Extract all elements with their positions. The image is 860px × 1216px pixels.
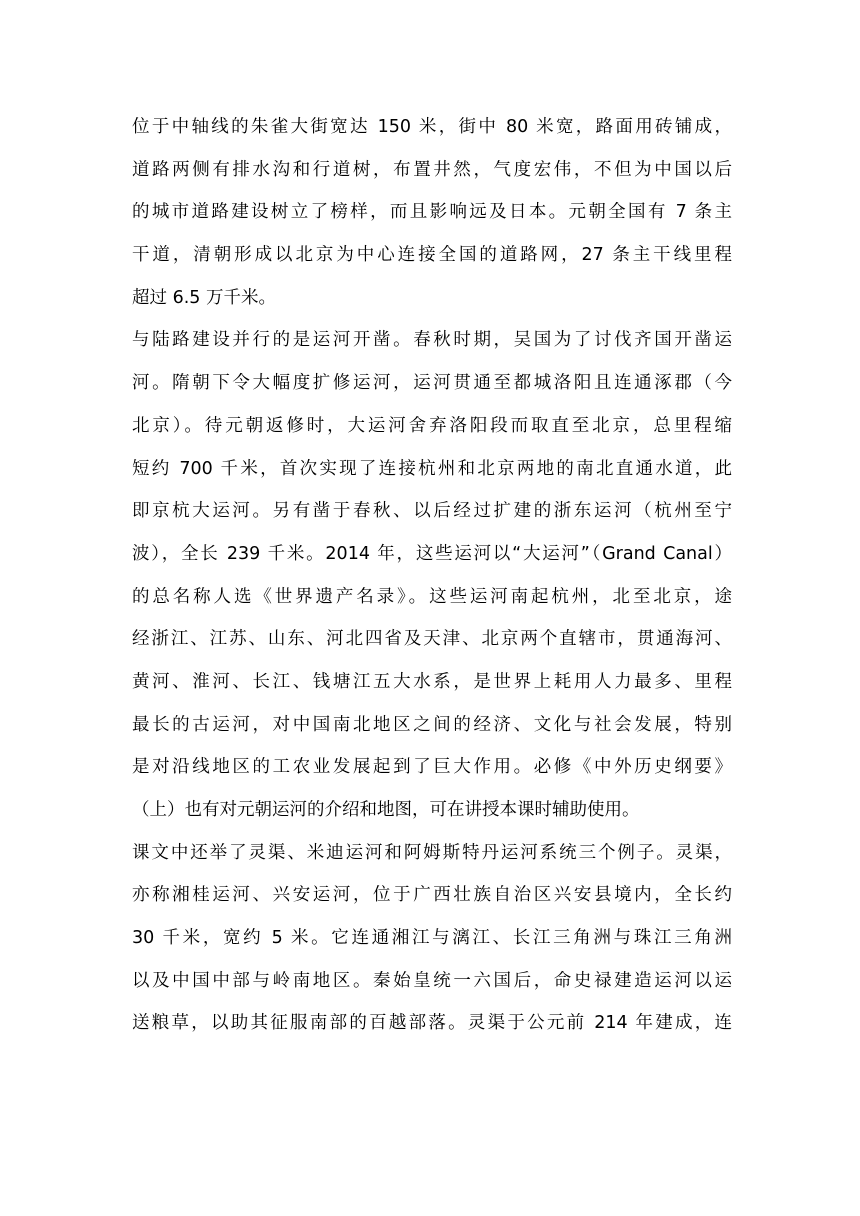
text-line: 短约 700 千米，首次实现了连接杭州和北京两地的南北直通水道，此 xyxy=(132,458,732,479)
text-line: 经浙江、江苏、山东、河北四省及天津、北京两个直辖市，贯通海河、 xyxy=(132,629,732,650)
text-line: 的城市道路建设树立了榜样，而且影响远及日本。元朝全国有 7 条主 xyxy=(132,202,732,223)
text-line: 的总名称人选《世界遗产名录》。这些运河南起杭州，北至北京，途 xyxy=(132,586,732,607)
text-line: 河。隋朝下令大幅度扩修运河，运河贯通至都城洛阳且连通涿郡（今 xyxy=(132,373,732,394)
text-line: 是对沿线地区的工农业发展起到了巨大作用。必修《中外历史纲要》 xyxy=(132,757,732,778)
body-text xyxy=(132,106,732,1045)
text-line: （上）也有对元朝运河的介绍和地图，可在讲授本课时辅助使用。 xyxy=(132,800,640,820)
text-line: 课文中还举了灵渠、米迪运河和阿姆斯特丹运河系统三个例子。灵渠， xyxy=(132,842,732,863)
text-line: 以及中国中部与岭南地区。秦始皇统一六国后，命史禄建造运河以运 xyxy=(132,970,732,991)
text-line: 超过 6.5 万千米。 xyxy=(132,287,276,308)
text-line: 黄河、淮河、长江、钱塘江五大水系，是世界上耗用人力最多、里程 xyxy=(132,671,732,692)
text-line: 干道，清朝形成以北京为中心连接全国的道路网，27 条主干线里程 xyxy=(132,245,732,266)
text-line: 即京杭大运河。另有凿于春秋、以后经过扩建的浙东运河（杭州至宁 xyxy=(132,501,732,522)
text-line: 送粮草，以助其征服南部的百越部落。灵渠于公元前 214 年建成，连 xyxy=(132,1013,732,1034)
text-line: 与陆路建设并行的是运河开凿。春秋时期，吴国为了讨伐齐国开凿运 xyxy=(132,330,732,351)
text-line: 北京）。待元朝返修时，大运河舍弃洛阳段而取直至北京，总里程缩 xyxy=(132,415,732,436)
text-line: 位于中轴线的朱雀大街宽达 150 米，街中 80 米宽，路面用砖铺成， xyxy=(132,117,732,137)
text-line: 最长的古运河，对中国南北地区之间的经济、文化与社会发展，特别 xyxy=(132,714,732,735)
text-line: 波），全长 239 千米。2014 年，这些运河以“大运河”（Grand Canal） xyxy=(132,543,732,564)
text-line: 亦称湘桂运河、兴安运河，位于广西壮族自治区兴安县境内，全长约 xyxy=(132,885,732,906)
text-line: 道路两侧有排水沟和行道树，布置井然，气度宏伟，不但为中国以后 xyxy=(132,159,732,180)
text-line: 30 千米，宽约 5 米。它连通湘江与漓江、长江三角洲与珠江三角洲 xyxy=(132,928,732,949)
